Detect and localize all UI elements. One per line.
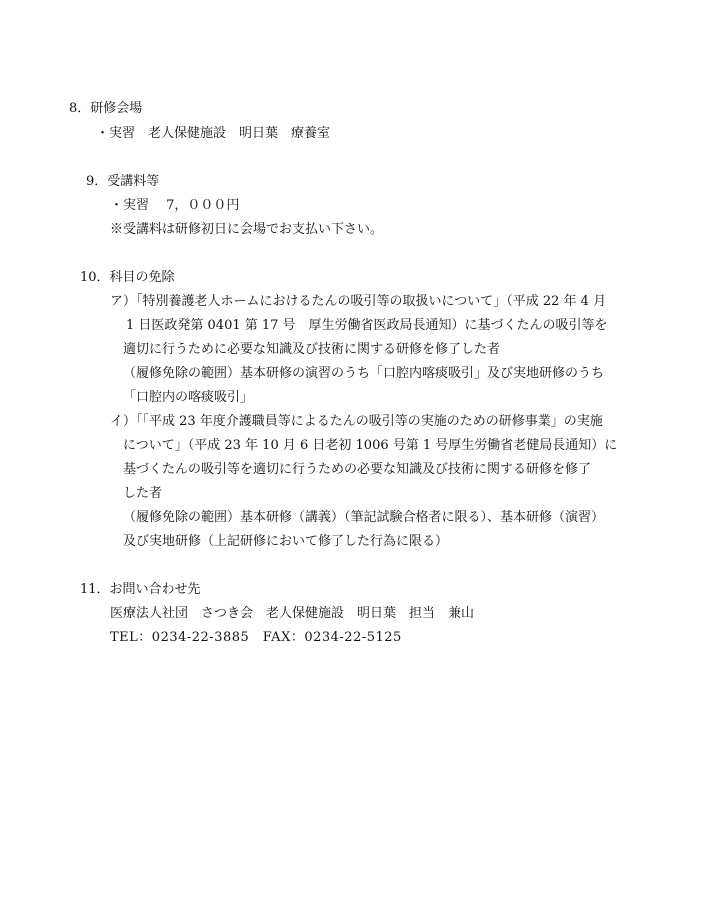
section-10-a-line3: 適切に行うために必要な知識及び技術に関する研修を修了した者 — [123, 342, 501, 357]
section-8-venue: ・実習 老人保健施設 明日葉 療養室 — [96, 126, 331, 141]
section-9-fee: ・実習 7，０００円 — [110, 198, 240, 213]
section-9-note: ※受講料は研修初日に会場でお支払い下さい。 — [110, 222, 384, 237]
section-10-a-line2: 1 日医政発第 0401 第 17 号 厚生労働省医政局長通知）に基づくたんの吸引等を — [126, 318, 608, 333]
section-10-b-line5: （履修免除の範囲）基本研修（講義）（筆記試験合格者に限る）、基本研修（演習） — [123, 510, 605, 525]
section-10-a-line4: （履修免除の範囲）基本研修の演習のうち「口腔内喀痰吸引」及び実地研修のうち — [123, 366, 605, 381]
section-9-heading: 9．受講料等 — [86, 174, 160, 189]
section-10-b-line2: について」（平成 23 年 10 月 6 日老初 1006 号第 1 号厚生労働省老健局長通知）に — [123, 438, 618, 453]
section-10-heading: 10．科目の免除 — [80, 270, 175, 285]
section-11-contact-org: 医療法人社団 さつき会 老人保健施設 明日葉 担当 兼山 — [110, 606, 475, 621]
section-11-heading: 11．お問い合わせ先 — [80, 582, 201, 597]
section-11-contact-phone: TEL：0234-22-3885 FAX：0234-22-5125 — [110, 630, 402, 645]
section-10-a-line1: ア）「特別養護老人ホームにおけるたんの吸引等の取扱いについて」（平成 22 年 4 月 — [110, 294, 607, 309]
section-10-b-line6: 及び実地研修（上記研修において修了した行為に限る） — [123, 534, 449, 549]
section-10-b-line1: イ）「「平成 23 年度介護職員等によるたんの吸引等の実施のための研修事業」の実施 — [110, 414, 603, 429]
section-10-b-line4: した者 — [123, 486, 163, 501]
section-10-b-line3: 基づくたんの吸引等を適切に行うための必要な知識及び技術に関する研修を修了 — [123, 462, 592, 477]
section-10-a-line5: 「口腔内の喀痰吸引」 — [123, 390, 254, 405]
section-8-heading: 8．研修会場 — [69, 101, 143, 116]
